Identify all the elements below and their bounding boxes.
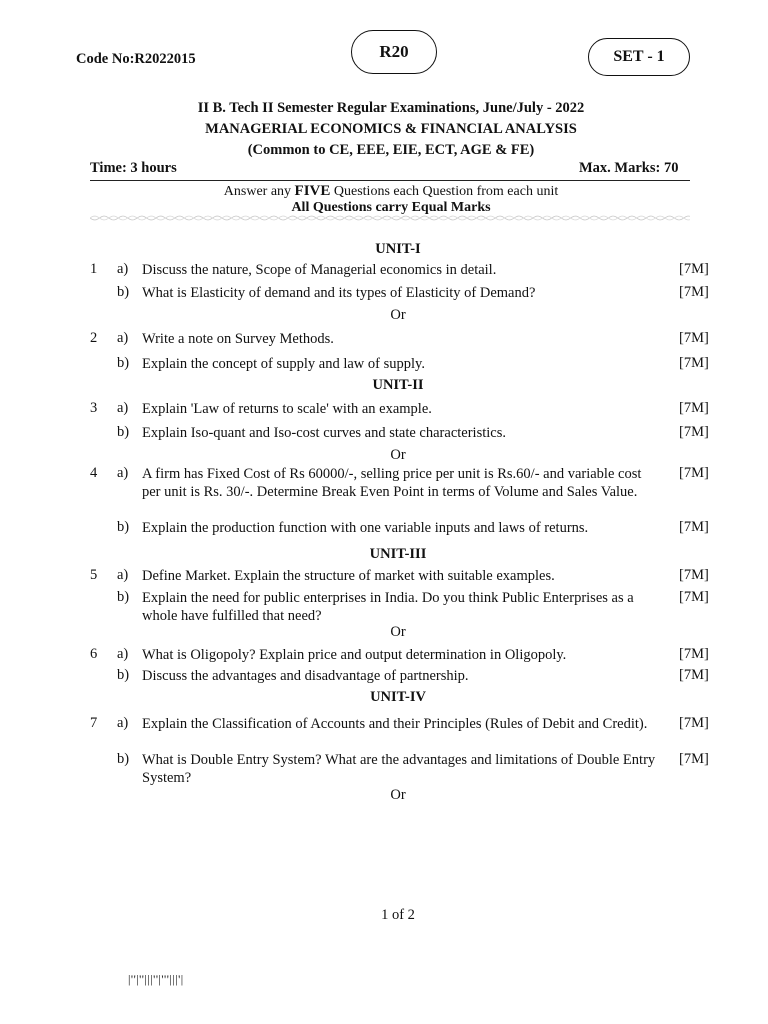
set-badge: SET - 1 <box>588 38 690 76</box>
marks-label: [7M] <box>679 751 709 767</box>
part-label: a) <box>117 465 129 481</box>
question-number: 4 <box>90 465 98 481</box>
question-text: Discuss the advantages and disadvantage of partnership. <box>142 668 469 684</box>
question-text: Explain the concept of supply and law of supply. <box>142 356 425 372</box>
part-label: b) <box>117 519 130 535</box>
regulation-badge: R20 <box>351 30 437 74</box>
question-text: Write a note on Survey Methods. <box>142 331 334 347</box>
marks-label: [7M] <box>679 330 709 346</box>
question-text: Explain the need for public enterprises in India. Do you think Public Enterprises as a whole have fulfilled that need? <box>142 590 634 624</box>
marks-label: [7M] <box>679 589 709 605</box>
question-text: A firm has Fixed Cost of Rs 60000/-, selling price per unit is Rs.60/- and variable cost per unit is Rs. 30/-. Determine Break Even Point in terms of Volume and Sales Value. <box>142 466 642 500</box>
unit-heading-4: UNIT-IV <box>370 689 426 705</box>
or-separator: Or <box>390 624 406 640</box>
or-separator: Or <box>390 447 406 463</box>
part-label: b) <box>117 284 130 300</box>
question-text: Explain 'Law of returns to scale' with an example. <box>142 401 432 417</box>
question-text: What is Elasticity of demand and its types of Elasticity of Demand? <box>142 285 536 301</box>
question-text: Explain the production function with one variable inputs and laws of returns. <box>142 520 589 536</box>
part-label: b) <box>117 667 130 683</box>
marks-label: [7M] <box>679 667 709 683</box>
question-text: Explain the Classification of Accounts and their Principles (Rules of Debit and Credit). <box>142 716 648 732</box>
unit-heading-1: UNIT-I <box>375 241 421 257</box>
question-text: Discuss the nature, Scope of Managerial economics in detail. <box>142 262 497 278</box>
part-label: a) <box>117 715 129 731</box>
question-text: What is Double Entry System? What are the advantages and limitations of Double Entry System? <box>142 752 656 786</box>
marks-label: [7M] <box>679 465 709 481</box>
marks-label: [7M] <box>679 646 709 662</box>
marks-label: [7M] <box>679 567 709 583</box>
or-separator: Or <box>390 787 406 803</box>
part-label: b) <box>117 424 130 440</box>
part-label: a) <box>117 330 129 346</box>
instruction-line: Answer any FIVE Questions each Question from each unit <box>223 183 559 199</box>
marks-label: [7M] <box>679 424 709 440</box>
marks-label: [7M] <box>679 519 709 535</box>
unit-heading-3: UNIT-III <box>369 546 427 562</box>
question-text: Explain Iso-quant and Iso-cost curves and state characteristics. <box>142 425 506 441</box>
exam-title: II B. Tech II Semester Regular Examinations, June/July - 2022 <box>197 100 585 116</box>
common-to: (Common to CE, EEE, EIE, ECT, AGE & FE) <box>247 142 535 158</box>
question-number: 6 <box>90 646 98 662</box>
marks-label: [7M] <box>679 284 709 300</box>
barcode: |''|''|||''|'''|||'| <box>128 972 184 986</box>
wavy-divider <box>90 214 691 222</box>
marks-label: [7M] <box>679 355 709 371</box>
code-number: Code No:R2022015 <box>76 51 196 67</box>
part-label: a) <box>117 261 129 277</box>
part-label: a) <box>117 646 129 662</box>
header-divider <box>90 180 690 181</box>
part-label: a) <box>117 400 129 416</box>
unit-heading-2: UNIT-II <box>372 377 424 393</box>
part-label: b) <box>117 589 130 605</box>
or-separator: Or <box>390 307 406 323</box>
marks-label: [7M] <box>679 261 709 277</box>
question-number: 2 <box>90 330 98 346</box>
marks-label: [7M] <box>679 715 709 731</box>
part-label: a) <box>117 567 129 583</box>
max-marks-label: Max. Marks: 70 <box>579 160 679 176</box>
question-number: 1 <box>90 261 98 277</box>
question-text: What is Oligopoly? Explain price and output determination in Oligopoly. <box>142 647 567 663</box>
time-label: Time: 3 hours <box>90 160 177 176</box>
part-label: b) <box>117 355 130 371</box>
page-number: 1 of 2 <box>381 907 415 923</box>
marks-label: [7M] <box>679 400 709 416</box>
question-number: 5 <box>90 567 98 583</box>
subject-title: MANAGERIAL ECONOMICS & FINANCIAL ANALYSIS <box>205 121 577 137</box>
question-number: 3 <box>90 400 98 416</box>
instruction-equal-marks: All Questions carry Equal Marks <box>291 200 491 215</box>
part-label: b) <box>117 751 130 767</box>
question-number: 7 <box>90 715 98 731</box>
question-text: Define Market. Explain the structure of market with suitable examples. <box>142 568 555 584</box>
